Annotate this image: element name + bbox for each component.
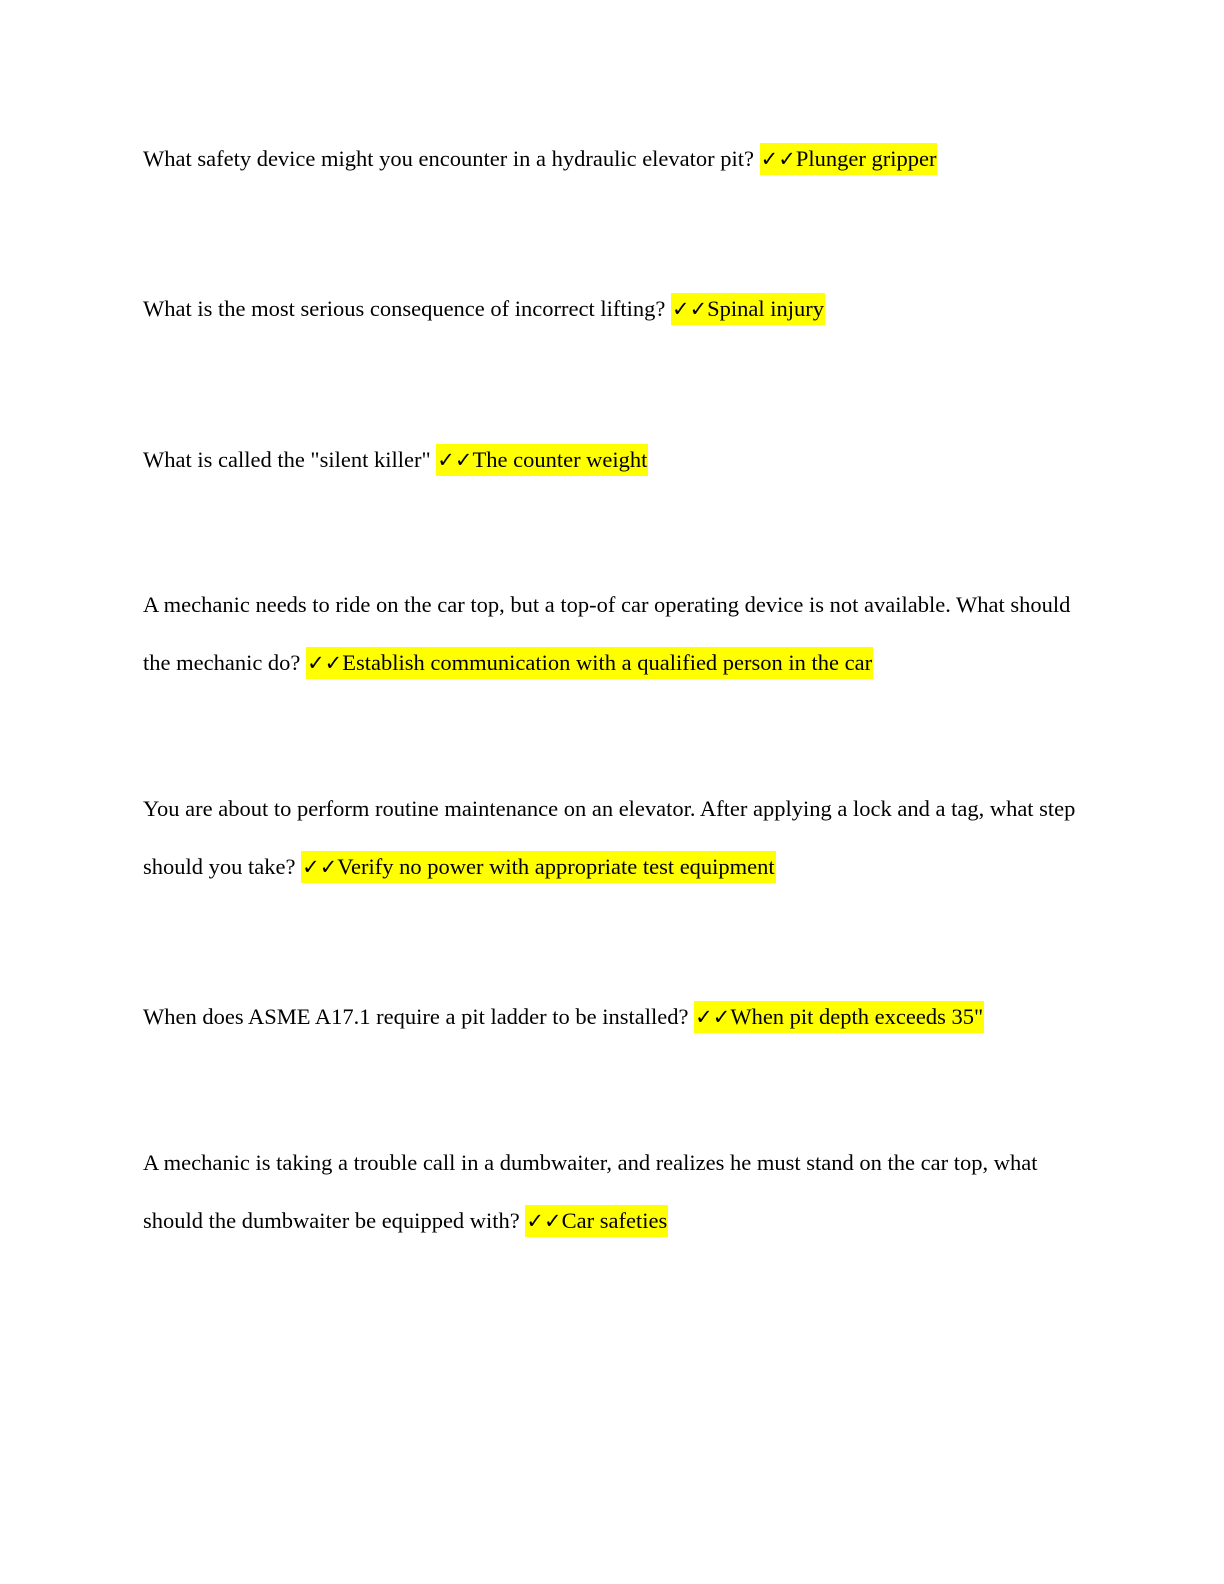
question-text: What is called the "silent killer" bbox=[143, 447, 437, 472]
answer-highlight bbox=[436, 444, 648, 476]
double-check-icon: ✓✓ bbox=[526, 1209, 562, 1233]
question-text: What is the most serious consequence of incorrect lifting? bbox=[143, 296, 671, 321]
answer-text: Plunger gripper bbox=[795, 146, 937, 171]
question-text: You are about to perform routine maintenance on an elevator. After applying a lock and a tag, what step should you take? bbox=[143, 796, 1076, 879]
double-check-icon: ✓✓ bbox=[760, 147, 796, 171]
double-check-icon: ✓✓ bbox=[307, 651, 343, 675]
qa-item bbox=[143, 130, 1083, 188]
answer-highlight bbox=[301, 851, 776, 883]
qa-item bbox=[143, 431, 1083, 489]
question-text: When does ASME A17.1 require a pit ladder to be installed? bbox=[143, 1004, 695, 1029]
answer-highlight bbox=[671, 293, 825, 325]
double-check-icon: ✓✓ bbox=[302, 855, 338, 879]
answer-text: Spinal injury bbox=[707, 296, 825, 321]
answer-text: The counter weight bbox=[472, 447, 648, 472]
question-text: A mechanic needs to ride on the car top, but a top-of car operating device is not available. What should the mechanic do? bbox=[143, 592, 1071, 675]
answer-text: Verify no power with appropriate test equipment bbox=[337, 854, 775, 879]
answer-text: Car safeties bbox=[561, 1208, 668, 1233]
answer-highlight bbox=[306, 647, 873, 679]
answer-highlight bbox=[760, 143, 938, 175]
answer-text: When pit depth exceeds 35" bbox=[730, 1004, 984, 1029]
double-check-icon: ✓✓ bbox=[671, 297, 708, 321]
qa-item bbox=[143, 1134, 1083, 1250]
double-check-icon: ✓✓ bbox=[695, 1005, 731, 1029]
question-text: A mechanic is taking a trouble call in a dumbwaiter, and realizes he must stand on the car top, what should the dumbwaiter be equipped with? bbox=[143, 1150, 1038, 1233]
qa-item bbox=[143, 988, 1083, 1046]
answer-text: Establish communication with a qualified person in the car bbox=[342, 650, 873, 675]
qa-item bbox=[143, 280, 1083, 338]
qa-item bbox=[143, 576, 1083, 692]
answer-highlight bbox=[694, 1001, 984, 1033]
qa-item bbox=[143, 780, 1083, 896]
answer-highlight bbox=[525, 1205, 668, 1237]
double-check-icon: ✓✓ bbox=[437, 448, 473, 472]
question-text: What safety device might you encounter in a hydraulic elevator pit? bbox=[143, 146, 760, 171]
